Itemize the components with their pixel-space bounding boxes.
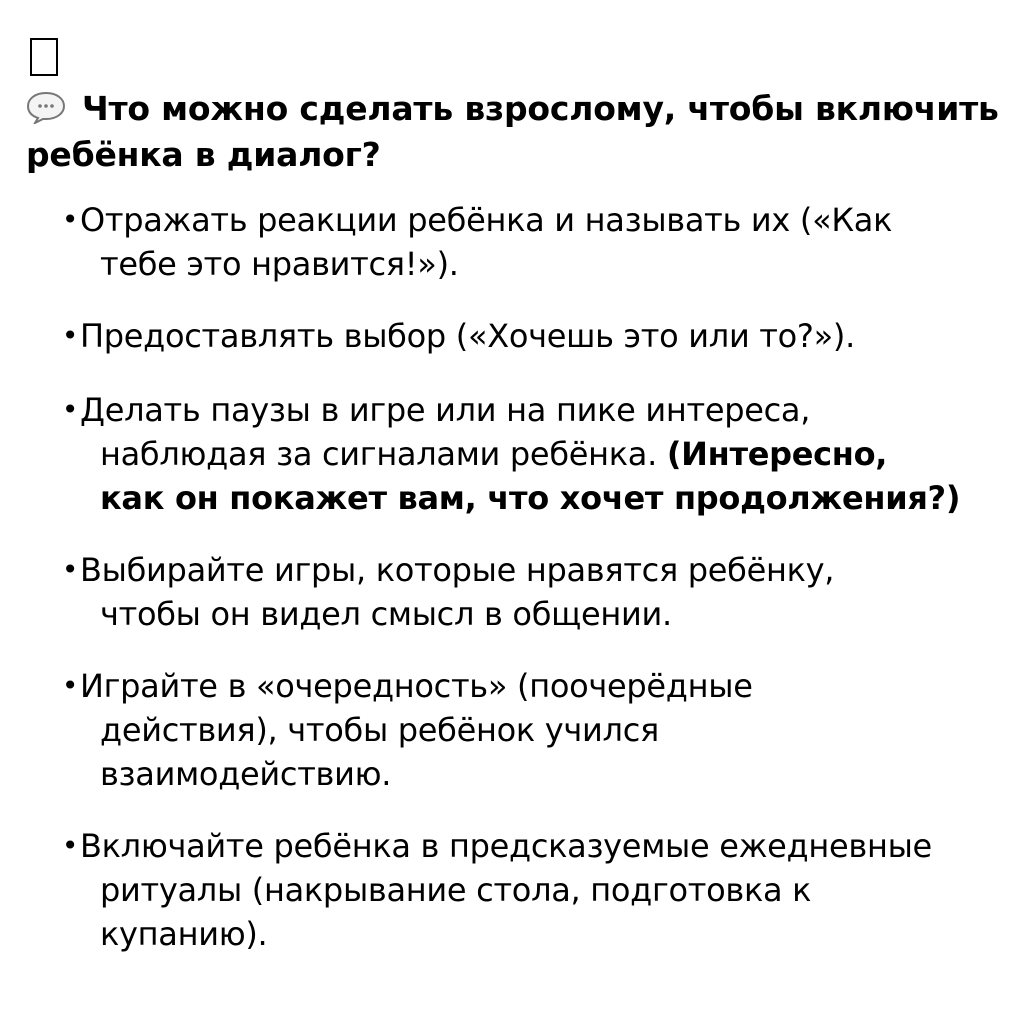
slide-heading — [26, 86, 1006, 178]
item-line: Предоставлять выбор («Хочешь это или то?»). — [80, 317, 855, 355]
item-line: купанию). — [100, 915, 268, 953]
bullet-marker: • — [61, 319, 79, 352]
item-emphasis: (Интересно, — [666, 435, 888, 473]
item-line: тебе это нравится!»). — [100, 245, 459, 283]
bullet-marker: • — [61, 393, 79, 426]
item-line: взаимодействию. — [100, 755, 392, 793]
item-emphasis-line: как он покажет вам, что хочет продолжения?) — [100, 479, 961, 517]
missing-glyph-icon — [30, 38, 58, 76]
item-line: Играйте в «очередность» (поочерёдные — [80, 667, 753, 705]
bullet-item-choice — [60, 314, 1010, 358]
item-line-mixed — [100, 432, 1010, 476]
item-line: Выбирайте игры, которые нравятся ребёнку, — [80, 551, 835, 589]
bullet-item-games — [60, 548, 1010, 636]
bullet-item-turn-taking — [60, 664, 1010, 796]
item-line: Отражать реакции ребёнка и называть их («Как — [80, 201, 893, 239]
bullet-item-reflect — [60, 198, 1010, 286]
bullet-marker: • — [61, 669, 79, 702]
bullet-item-rituals — [60, 824, 1010, 956]
bullet-list — [60, 198, 1010, 984]
item-text: наблюдая за сигналами ребёнка. — [100, 435, 657, 473]
heading-line-2: ребёнка в диалог? — [26, 135, 381, 174]
speech-bubble-icon — [26, 90, 66, 124]
item-line: ритуалы (накрывание стола, подготовка к — [100, 871, 812, 909]
bullet-marker: • — [61, 553, 79, 586]
bullet-item-pauses — [60, 388, 1010, 520]
bullet-marker: • — [61, 829, 79, 862]
item-line: чтобы он видел смысл в общении. — [100, 595, 672, 633]
heading-line-1: Что можно сделать взрослому, чтобы включить — [82, 89, 999, 128]
item-line: Делать паузы в игре или на пике интереса, — [80, 391, 811, 429]
bullet-marker: • — [61, 203, 79, 236]
item-line: действия), чтобы ребёнок учился — [100, 711, 659, 749]
item-line: Включайте ребёнка в предсказуемые ежедневные — [80, 827, 932, 865]
